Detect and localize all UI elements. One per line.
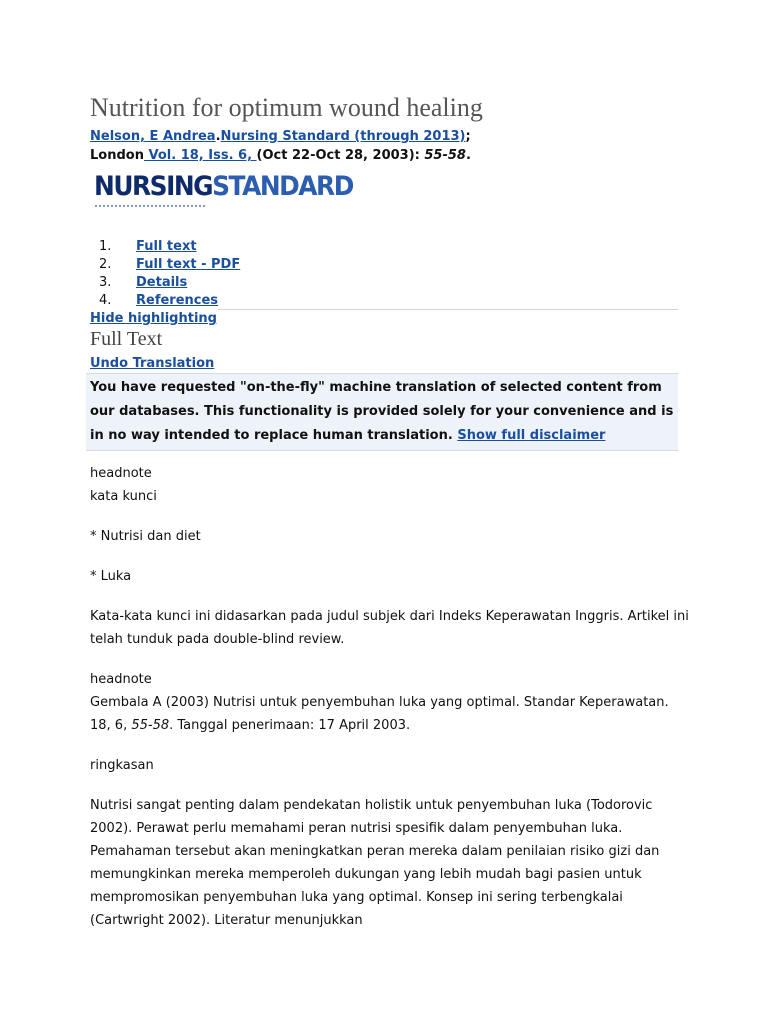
logo-dots xyxy=(94,204,206,208)
citation-end: . xyxy=(465,148,471,163)
headnote-label: headnote xyxy=(90,466,152,481)
logo-text-nursing: NURSING xyxy=(94,171,213,202)
page-range: 55-58 xyxy=(424,148,466,163)
tab-details-link[interactable]: Details xyxy=(136,275,188,290)
keywords-label: kata kunci xyxy=(90,489,157,504)
citation-line-2 xyxy=(90,146,690,165)
full-text-heading: Full Text xyxy=(90,328,163,350)
translation-notice-text: You have requested "on-the-fly" machine translation of selected content from our databases. This functionality is provided solely for your convenience and is in no way intended to replace human translation. xyxy=(90,380,674,443)
tab-full-text-pdf-link[interactable]: Full text - PDF xyxy=(136,257,241,272)
document-tabs xyxy=(90,238,240,310)
tab-details xyxy=(90,274,240,292)
logo-text-standard: STANDARD xyxy=(212,171,353,202)
summary-label: ringkasan xyxy=(90,758,154,773)
nursing-standard-logo xyxy=(94,171,353,214)
tab-full-text-link[interactable]: Full text xyxy=(136,239,197,254)
keyword-item: * Luka xyxy=(90,569,132,584)
translation-notice xyxy=(86,373,678,451)
publication-place: London xyxy=(90,148,144,163)
citation-separator: ; xyxy=(465,129,471,144)
article-title: Nutrition for optimum wound healing xyxy=(90,93,483,122)
reference-text: Gembala A (2003) Nutrisi untuk penyembuhan luka yang optimal. Standar Keperawatan. 18, 6, xyxy=(90,695,669,733)
tab-number: 4. xyxy=(99,293,112,308)
citation-separator: . xyxy=(215,129,221,144)
tab-full-text xyxy=(90,238,240,256)
reference-text-end: . Tanggal penerimaan: 17 April 2003. xyxy=(169,718,411,733)
undo-translation-link[interactable]: Undo Translation xyxy=(90,356,215,371)
summary-paragraph: Nutrisi sangat penting dalam pendekatan holistik untuk penyembuhan luka (Todorovic 2002). Perawat perlu memahami peran nutrisi spesifik dalam penyembuhan luka. Pemahaman tersebut akan meningkatkan peran mereka dalam penilaian risiko gizi dan memungkinkan mereka memperoleh dukungan yang lebih mudah bagi pasien untuk mempromosikan penyembuhan luka yang optimal. Konsep ini sering terbengkalai (Cartwright 2002). Literatur menunjukkan xyxy=(90,798,660,928)
tab-number: 2. xyxy=(99,257,112,272)
volume-issue-link[interactable]: Vol. 18, Iss. 6, xyxy=(143,148,257,163)
publication-date: (Oct 22-Oct 28, 2003): xyxy=(256,148,425,163)
author-link[interactable]: Nelson, E Andrea xyxy=(90,129,216,144)
tab-references xyxy=(90,292,240,310)
tab-full-text-pdf xyxy=(90,256,240,274)
citation-line-1 xyxy=(90,127,690,146)
show-disclaimer-link[interactable]: Show full disclaimer xyxy=(457,428,606,443)
journal-link[interactable]: Nursing Standard (through 2013) xyxy=(220,129,466,144)
citation xyxy=(90,127,690,165)
reference-pages: 55-58 xyxy=(131,718,170,733)
article-reference xyxy=(90,691,690,737)
article-body xyxy=(90,462,690,932)
tab-number: 3. xyxy=(99,275,112,290)
tab-references-link[interactable]: References xyxy=(136,293,219,308)
tab-number: 1. xyxy=(99,239,112,254)
headnote-label: headnote xyxy=(90,672,152,687)
hide-highlighting-link[interactable]: Hide highlighting xyxy=(90,311,217,326)
divider xyxy=(218,309,678,310)
keyword-item: * Nutrisi dan diet xyxy=(90,529,201,544)
keywords-note: Kata-kata kunci ini didasarkan pada judul subjek dari Indeks Keperawatan Inggris. Artikel ini telah tunduk pada double-blind review. xyxy=(90,609,689,647)
